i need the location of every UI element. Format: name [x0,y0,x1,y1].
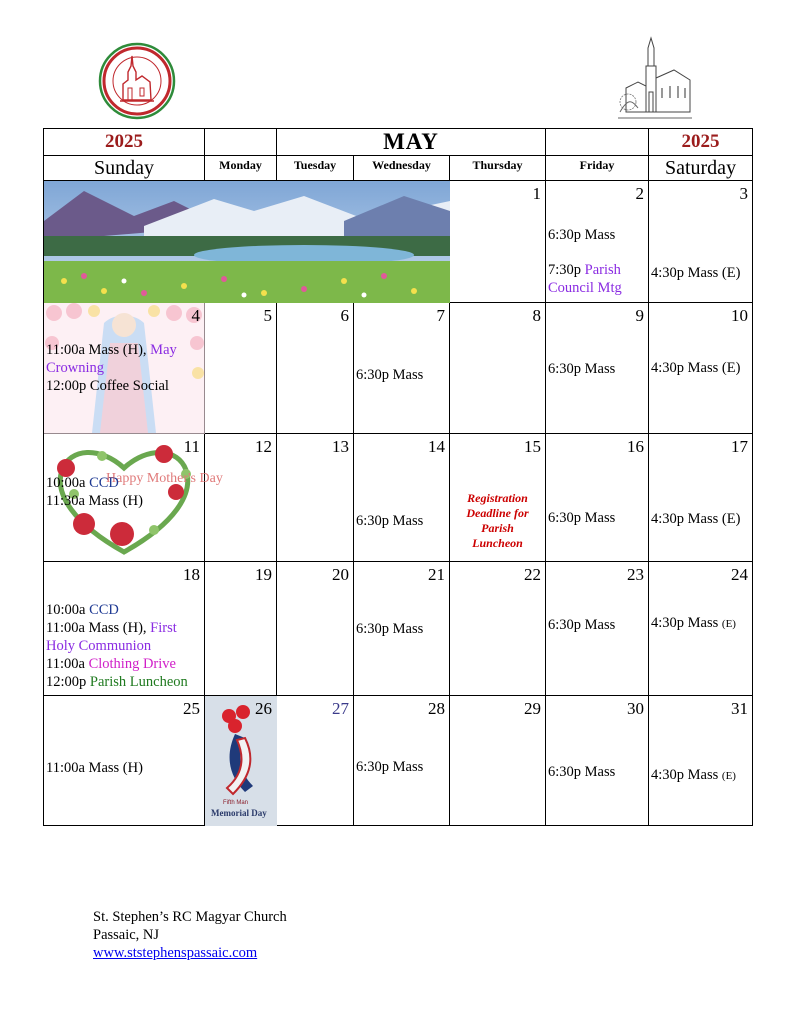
day-number: 1 [532,184,542,203]
day-cell-6[interactable] [277,303,354,434]
parish-council-text: Parish Council Mtg [548,262,622,296]
event-mass: 6:30p Mass [356,367,424,383]
event-mass: 4:30p Mass (E) [651,265,741,281]
day-number: 25 [183,699,200,718]
first-communion-text: First Holy Communion [46,620,177,654]
day-number: 30 [627,699,645,718]
dayname-monday: Monday [205,156,277,181]
day-number: 11 [183,437,200,456]
day-number: 8 [532,306,542,325]
day-number: 29 [524,699,542,718]
day-number: 26 [255,699,272,718]
day-number: 2 [635,184,645,203]
day-cell-14[interactable] [354,434,450,562]
event-mass: 6:30p Mass [548,617,616,633]
church-website-link[interactable]: www.ststephenspassaic.com [93,945,258,961]
day-cell-20[interactable] [277,562,354,696]
year-left: 2025 [44,129,205,156]
day-number: 9 [635,306,645,325]
day-cell-24[interactable] [649,562,753,696]
day-cell-8[interactable] [450,303,546,434]
church-seal-logo [98,42,176,120]
day-number: 17 [731,437,749,456]
day-cell-21[interactable] [354,562,450,696]
may-crowning-text: May Crowning [46,342,177,376]
event-parish-council: 7:30p Parish Council Mtg [548,262,622,296]
footer-contact [93,908,287,962]
parish-luncheon-text: Parish Luncheon [89,674,188,690]
day-cell-3[interactable] [649,181,753,303]
mountain-landscape-image [44,181,450,303]
event-mass: 6:30p Mass [548,227,616,243]
memorial-small-text: Fifth Man [223,800,249,806]
event-mass: 4:30p Mass (E) [651,767,736,783]
day-cell-10[interactable] [649,303,753,434]
event-may-crowning: 11:00a Mass (H), May Crowning [46,342,177,376]
event-mass: 6:30p Mass [356,513,424,529]
day-number: 31 [731,699,749,718]
day-number: 19 [255,565,272,584]
day-cell-19[interactable] [205,562,277,696]
event-mass: 4:30p Mass (E) [651,511,741,527]
day-cell-11[interactable] [44,434,223,562]
day-number: 23 [627,565,645,584]
day-number: 22 [524,565,542,584]
day-number: 3 [739,184,749,203]
day-cell-7[interactable] [354,303,450,434]
day-cell-9[interactable] [546,303,649,434]
day-cell-16[interactable] [546,434,649,562]
event-parish-luncheon: 12:00p Parish Luncheon [46,674,188,690]
day-number: 5 [263,306,272,325]
day-cell-15[interactable] [450,434,546,562]
day-number: 15 [524,437,542,456]
day-cell-1[interactable] [450,181,546,303]
event-coffee-social: 12:00p Coffee Social [46,378,169,394]
church-name: St. Stephen’s RC Magyar Church [93,909,287,925]
header-blank-1 [205,129,277,156]
event-ccd: 10:00a CCD [46,475,119,491]
registration-deadline-notice: Registration Deadline for Parish Luncheon [466,491,529,550]
day-number: 24 [731,565,749,584]
day-cell-2[interactable] [546,181,649,303]
event-mass: 4:30p Mass (E) [651,615,736,631]
day-cell-18[interactable] [44,562,205,696]
ccd-text: CCD [89,475,119,491]
day-cell-27[interactable] [277,696,354,826]
event-first-communion: 11:00a Mass (H), First Holy Communion [46,620,177,654]
header-blank-2 [546,129,649,156]
dayname-tuesday: Tuesday [277,156,354,181]
event-mass: 11:30a Mass (H) [46,493,143,509]
day-cell-13[interactable] [277,434,354,562]
event-mass: 6:30p Mass [548,361,616,377]
memorial-day-caption: Memorial Day [211,808,267,818]
event-clothing-drive: 11:00a Clothing Drive [46,656,176,672]
day-number: 18 [183,565,200,584]
day-number: 28 [428,699,445,718]
event-mass: 6:30p Mass [548,510,616,526]
ccd-text: CCD [89,602,119,618]
event-mass: 6:30p Mass [356,759,424,775]
dayname-thursday: Thursday [450,156,546,181]
month-title: MAY [277,129,546,156]
day-number: 10 [731,306,749,325]
clothing-drive-text: Clothing Drive [88,656,176,672]
day-cell-28[interactable] [354,696,450,826]
day-number: 13 [332,437,349,456]
day-cell-25[interactable] [44,696,205,826]
day-number: 12 [255,437,272,456]
church-sketch-illustration [618,38,692,120]
day-cell-23[interactable] [546,562,649,696]
day-number: 14 [428,437,445,456]
day-cell-29[interactable] [450,696,546,826]
event-mass: 6:30p Mass [548,764,616,780]
church-location: Passaic, NJ [93,927,160,943]
day-cell-31[interactable] [649,696,753,826]
day-cell-17[interactable] [649,434,753,562]
may-calendar [43,128,753,826]
day-number: 6 [340,306,349,325]
day-cell-12[interactable] [205,434,277,562]
day-number: 4 [191,306,200,325]
day-cell-30[interactable] [546,696,649,826]
dayname-wednesday: Wednesday [354,156,450,181]
event-mass: 6:30p Mass [356,621,424,637]
day-number: 16 [627,437,645,456]
day-number: 20 [332,565,349,584]
year-right: 2025 [649,129,753,156]
day-cell-26[interactable] [205,696,277,826]
day-cell-4[interactable] [44,303,205,434]
dayname-saturday: Saturday [649,156,753,181]
mothers-day-card-text: Happy Mother's Day [106,471,223,486]
day-number: 21 [428,565,445,584]
day-cell-5[interactable] [205,303,277,434]
dayname-friday: Friday [546,156,649,181]
landscape-image-cell [44,181,450,303]
event-ccd: 10:00a CCD [46,602,119,618]
day-number: 7 [436,306,445,325]
dayname-sunday: Sunday [44,156,205,181]
event-mass: 4:30p Mass (E) [651,360,741,376]
day-cell-22[interactable] [450,562,546,696]
day-number: 27 [332,699,349,718]
event-mass: 11:00a Mass (H) [46,760,143,776]
